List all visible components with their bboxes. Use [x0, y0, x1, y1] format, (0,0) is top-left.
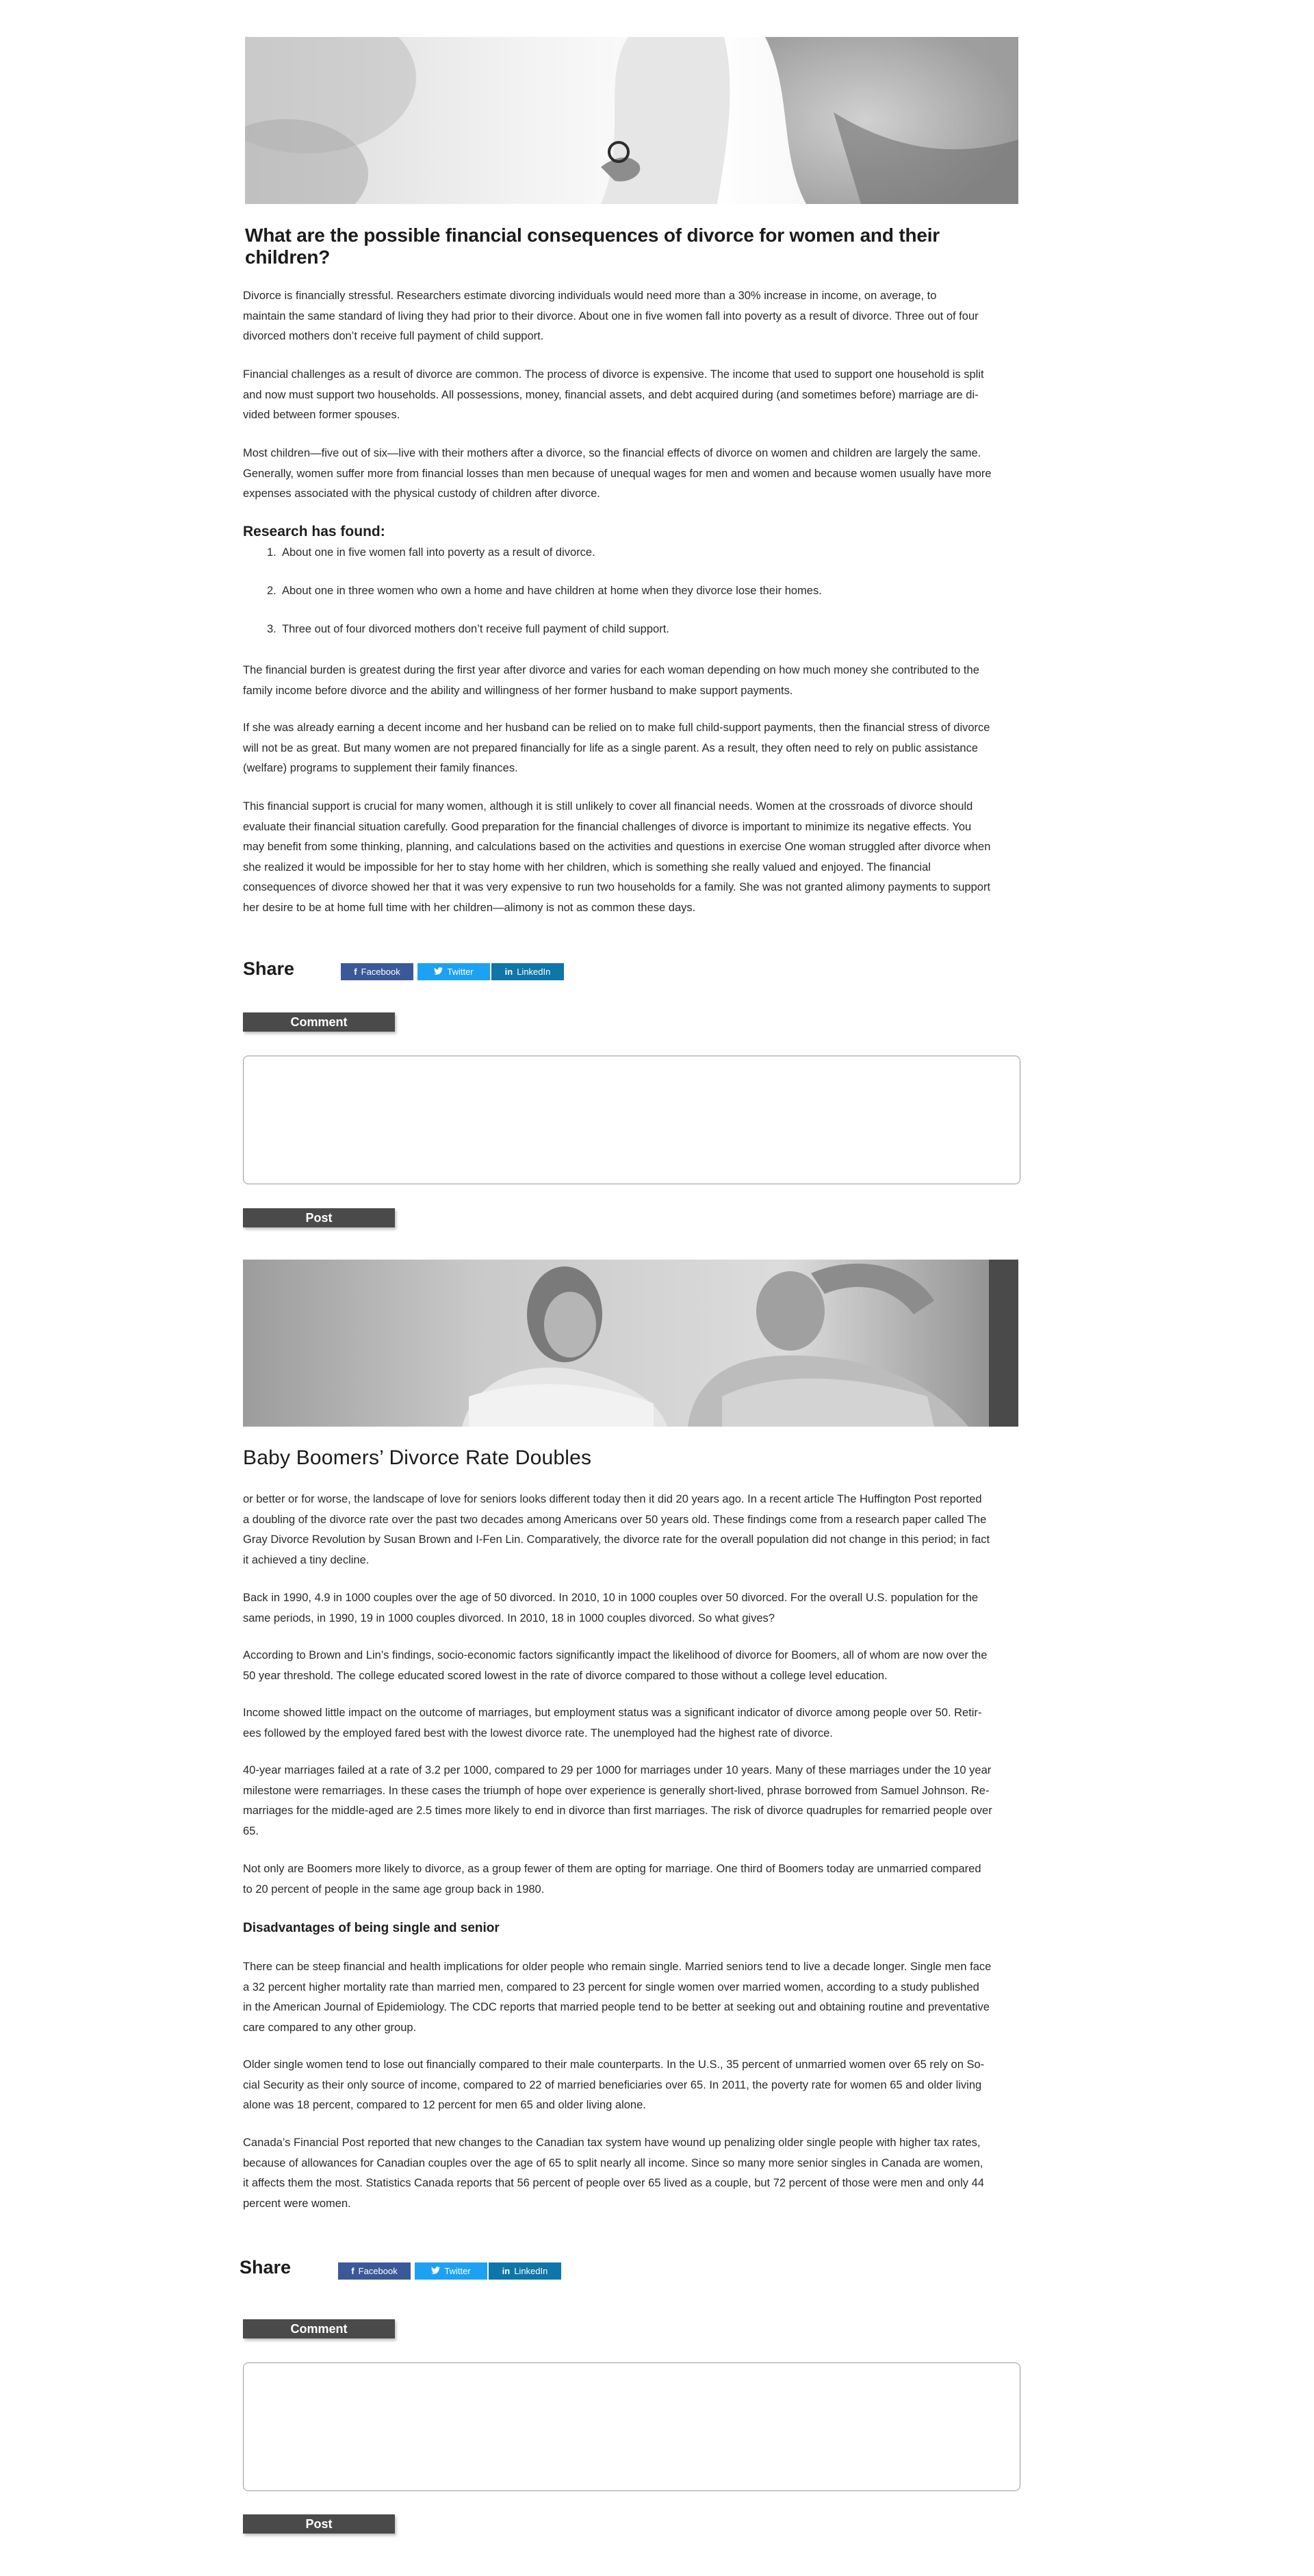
paragraph: Older single women tend to lose out financially compared to their male counterparts. In the U.S., 35 percent of unmarried women over 65 rely on So- cial Security as their only source of income, compared to 22 of married beneficiaries over 65. In 2011, the poverty rate for women 65 and older living alone was 18 percent, compared to 12 percent for men 65 and older living alone.: [243, 2058, 985, 2111]
post-button[interactable]: Post: [243, 1208, 395, 1227]
post-button[interactable]: Post: [243, 2514, 395, 2534]
paragraph: 40-year marriages failed at a rate of 3.2 per 1000, compared to 29 per 1000 for marriages under 10 years. Many of these marriages under the 10 year milestone were remarriages. In these cases the triumph of hope over experience is generally short-lived, phrase borrowed from Samuel Johnson. Re- marriages for the middle-aged are 2.5 times more likely to end in divorce than first marriages. The risk of divorce quadruples for remarried people over 65.: [243, 1764, 992, 1837]
hero-image-couple: [243, 1260, 1018, 1427]
subheading: Disadvantages of being single and senior: [243, 1921, 500, 1935]
hero-image-ring: [245, 37, 1018, 204]
facebook-share-button[interactable]: f Facebook: [338, 2262, 411, 2280]
twitter-share-button[interactable]: Twitter: [417, 963, 490, 980]
paragraph: If she was already earning a decent income and her husband can be relied on to make full child-support payments, then the financial stress of divorce will not be as great. But many women are not prepared financially for life as a single parent. As a result, they often need to rely on public assistance (welfare) programs to supplement their family finances.: [243, 722, 990, 774]
paragraph: Back in 1990, 4.9 in 1000 couples over the age of 50 divorced. In 2010, 10 in 1000 couples over 50 divorced. For the overall U.S. population for the same periods, in 1990, 19 in 1000 couples divorced. In 2010, 18 in 1000 couples divorced. So what gives?: [243, 1592, 979, 1624]
paragraph: Income showed little impact on the outcome of marriages, but employment status was a significant indicator of divorce among people over 50. Retir- ees followed by the employed fared best with the lowest divorce rate. The unemployed had the highest rate of divorce.: [243, 1707, 982, 1739]
paragraph: Not only are Boomers more likely to divorce, as a group fewer of them are opting for marriage. One third of Boomers today are unmarried compared to 20 percent of people in the same age group back in 1980.: [243, 1863, 981, 1896]
paragraph: or better or for worse, the landscape of love for seniors looks different today then it did 20 years ago. In a recent article The Huffington Post reported a doubling of the divorce rate over the past two decades among Americans over 50 years old. These findings come from a research paper called The Gray Divorce Revolution by Susan Brown and I-Fen Lin. Comparatively, the divorce rate for the overall population did not change in this period; in fact it achieved a tiny decline.: [243, 1493, 990, 1566]
list-item: 1. About one in five women fall into poverty as a result of divorce.: [267, 546, 595, 559]
twitter-icon: [431, 2266, 440, 2276]
linkedin-share-button[interactable]: in LinkedIn: [491, 963, 564, 980]
linkedin-icon: in: [504, 967, 513, 977]
share-label: Share: [240, 2257, 292, 2278]
linkedin-share-button[interactable]: in LinkedIn: [489, 2262, 561, 2280]
paragraph: This financial support is crucial for many women, although it is still unlikely to cover all financial needs. Women at the crossroads of divorce should evaluate their financial situation carefully. Good preparation for the financial challenges of divorce is important to minimize its negative effects. You may benefit from some thinking, planning, and calculations based on the activities and questions in exercise One woman struggled after divorce when she realized it would be impossible for her to stay home with her children, which is something she really valued and enjoyed. The financial consequences of divorce showed her that it was very expensive to run two households for a family. She was not granted alimony payments to support her desire to be at home full time with her children—alimony is not as common these days.: [243, 800, 991, 914]
comment-button[interactable]: Comment: [243, 1012, 395, 1032]
facebook-icon: f: [351, 2266, 355, 2276]
list-item: 3. Three out of four divorced mothers don’t receive full payment of child support.: [267, 623, 669, 635]
comment-textarea[interactable]: [243, 1056, 1020, 1184]
twitter-icon: [434, 967, 443, 977]
paragraph: According to Brown and Lin’s findings, socio-economic factors significantly impact the likelihood of divorce for Boomers, all of whom are now over the 50 year threshold. The college educated scored lowest in the rate of divorce compared to those without a college level education.: [243, 1649, 988, 1682]
comment-textarea[interactable]: [243, 2362, 1020, 2491]
research-heading: Research has found:: [243, 524, 385, 539]
share-label: Share: [243, 958, 295, 979]
paragraph: Financial challenges as a result of divorce are common. The process of divorce is expensive. The income that used to support one household is split and now must support two households. All possessions, money, financial assets, and debt acquired during (and sometimes before) marriage are di- vided between former spouses.: [243, 368, 984, 421]
twitter-share-button[interactable]: Twitter: [415, 2262, 487, 2280]
comment-button[interactable]: Comment: [243, 2319, 395, 2338]
paragraph: The financial burden is greatest during the first year after divorce and varies for each woman depending on how much money she contributed to the family income before divorce and the ability and willingness of her former husband to make support payments.: [243, 664, 979, 697]
paragraph: Canada’s Financial Post reported that new changes to the Canadian tax system have wound up penalizing older single people with higher tax rates, because of allowances for Canadian couples over the age of 65 to split nearly all income. Since so many more senior singles in Canada are women, it affects them the most. Statistics Canada reports that 56 percent of people over 65 lived as a couple, but 72 percent of those were men and only 44 percent were women.: [243, 2137, 984, 2210]
facebook-icon: f: [354, 967, 357, 977]
linkedin-icon: in: [502, 2266, 511, 2276]
list-item: 2. About one in three women who own a home and have children at home when they divorce lose their homes.: [267, 585, 822, 597]
article-title: What are the possible financial consequences of divorce for women and their children?: [245, 225, 940, 268]
paragraph: There can be steep financial and health implications for older people who remain single. Married seniors tend to live a decade longer. Single men face a 32 percent higher mortality rate than married men, compared to 23 percent for single women over married women, according to a study published in the American Journal of Epidemiology. The CDC reports that married people tend to be better at seeking out and obtaining routine and preventative care compared to any other group.: [243, 1961, 992, 2034]
paragraph: Divorce is financially stressful. Researchers estimate divorcing individuals would need more than a 30% increase in income, on average, to maintain the same standard of living they had prior to their divorce. About one in five women fall into poverty as a result of divorce. Three out of four divorced mothers don’t receive full payment of child support.: [243, 290, 979, 342]
paragraph: Most children—five out of six—live with their mothers after a divorce, so the financial effects of divorce on women and children are largely the same. Generally, women suffer more from financial losses than men because of unequal wages for men and women and because women usually have more expenses associated with the physical custody of children after divorce.: [243, 447, 992, 500]
facebook-share-button[interactable]: f Facebook: [341, 963, 413, 980]
article-title: Baby Boomers’ Divorce Rate Doubles: [243, 1446, 592, 1469]
